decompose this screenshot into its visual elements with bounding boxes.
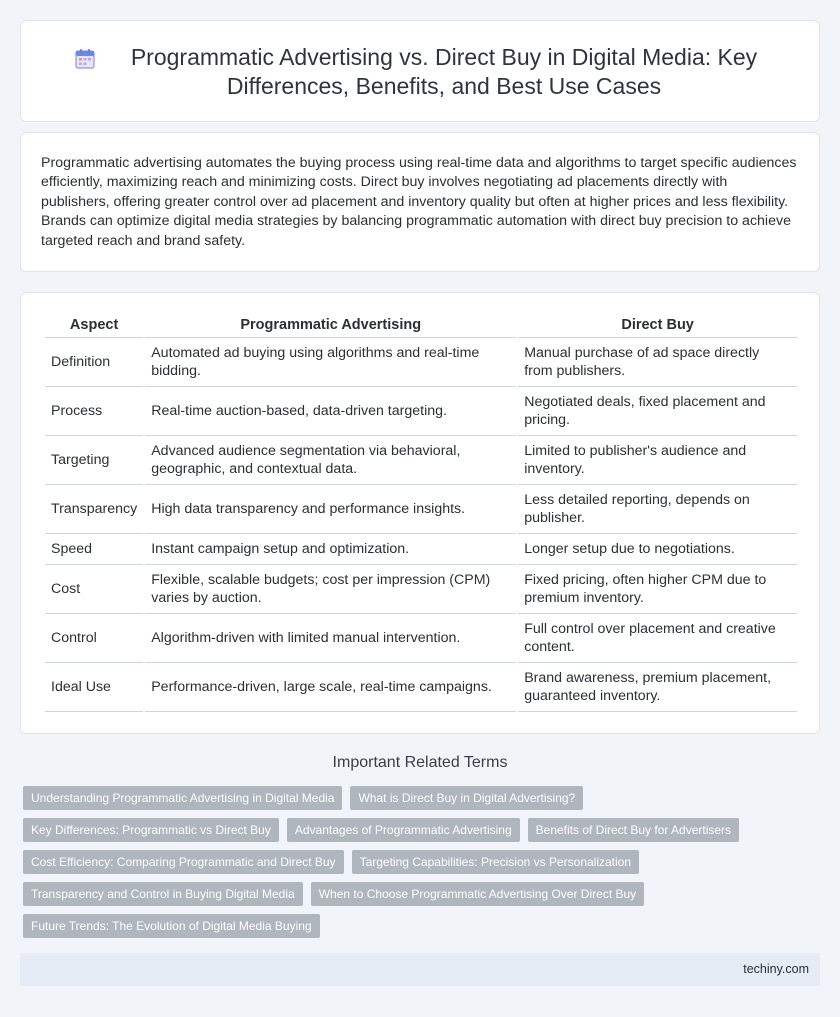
column-header-direct-buy: Direct Buy	[518, 313, 797, 338]
aspect-cell: Cost	[45, 565, 143, 614]
programmatic-cell: Algorithm-driven with limited manual intervention.	[145, 614, 516, 663]
related-term-tag[interactable]: Benefits of Direct Buy for Advertisers	[528, 818, 739, 842]
programmatic-cell: Performance-driven, large scale, real-time campaigns.	[145, 663, 516, 712]
aspect-cell: Targeting	[45, 436, 143, 485]
table-row	[45, 387, 797, 436]
direct-buy-cell: Negotiated deals, fixed placement and pricing.	[518, 387, 797, 436]
table-header-row	[45, 313, 797, 338]
intro-card	[20, 132, 820, 272]
page-title: Programmatic Advertising vs. Direct Buy in Digital Media: Key Differences, Benefits, and Best Use Cases	[130, 44, 758, 99]
aspect-cell: Speed	[45, 534, 143, 565]
related-terms-heading: Important Related Terms	[332, 754, 508, 771]
aspect-cell: Transparency	[45, 485, 143, 534]
direct-buy-cell: Longer setup due to negotiations.	[518, 534, 797, 565]
direct-buy-cell: Brand awareness, premium placement, guaranteed inventory.	[518, 663, 797, 712]
programmatic-cell: Advanced audience segmentation via behavioral, geographic, and contextual data.	[145, 436, 516, 485]
related-term-tag[interactable]: Advantages of Programmatic Advertising	[287, 818, 520, 842]
direct-buy-cell: Limited to publisher's audience and inventory.	[518, 436, 797, 485]
related-term-tag[interactable]: When to Choose Programmatic Advertising Over Direct Buy	[311, 882, 644, 906]
column-header-programmatic: Programmatic Advertising	[145, 313, 516, 338]
comparison-table-card	[20, 292, 820, 734]
programmatic-cell: Flexible, scalable budgets; cost per impression (CPM) varies by auction.	[145, 565, 516, 614]
related-term-tag[interactable]: Transparency and Control in Buying Digital Media	[23, 882, 303, 906]
related-terms-list	[23, 786, 823, 946]
related-term-tag[interactable]: What is Direct Buy in Digital Advertising?	[350, 786, 583, 810]
table-row	[45, 338, 797, 387]
table-row	[45, 663, 797, 712]
programmatic-cell: Instant campaign setup and optimization.	[145, 534, 516, 565]
programmatic-cell: High data transparency and performance insights.	[145, 485, 516, 534]
related-term-tag[interactable]: Future Trends: The Evolution of Digital Media Buying	[23, 914, 320, 938]
column-header-aspect: Aspect	[45, 313, 143, 338]
table-row	[45, 436, 797, 485]
programmatic-cell: Real-time auction-based, data-driven targeting.	[145, 387, 516, 436]
table-row	[45, 565, 797, 614]
aspect-cell: Ideal Use	[45, 663, 143, 712]
footer-site-link[interactable]: techiny.com	[743, 962, 809, 976]
footer	[20, 953, 820, 986]
aspect-cell: Process	[45, 387, 143, 436]
table-row	[45, 614, 797, 663]
aspect-cell: Definition	[45, 338, 143, 387]
related-term-tag[interactable]: Key Differences: Programmatic vs Direct Buy	[23, 818, 279, 842]
intro-paragraph: Programmatic advertising automates the buying process using real-time data and algorithms to target specific audiences efficiently, maximizing reach and minimizing costs. Direct buy involves negotiating ad placements directly with publishers, offering greater control over ad placement and inventory quality but often at higher prices and less flexibility. Brands can optimize digital media strategies by balancing programmatic automation with direct buy precision to achieve targeted reach and brand safety.	[41, 155, 797, 249]
table-row	[45, 485, 797, 534]
comparison-table	[43, 313, 799, 712]
direct-buy-cell: Manual purchase of ad space directly from publishers.	[518, 338, 797, 387]
title-card	[20, 20, 820, 122]
direct-buy-cell: Fixed pricing, often higher CPM due to premium inventory.	[518, 565, 797, 614]
direct-buy-cell: Less detailed reporting, depends on publisher.	[518, 485, 797, 534]
programmatic-cell: Automated ad buying using algorithms and real-time bidding.	[145, 338, 516, 387]
related-term-tag[interactable]: Understanding Programmatic Advertising in Digital Media	[23, 786, 342, 810]
related-term-tag[interactable]: Cost Efficiency: Comparing Programmatic and Direct Buy	[23, 850, 344, 874]
aspect-cell: Control	[45, 614, 143, 663]
related-term-tag[interactable]: Targeting Capabilities: Precision vs Personalization	[352, 850, 639, 874]
table-row	[45, 534, 797, 565]
direct-buy-cell: Full control over placement and creative content.	[518, 614, 797, 663]
